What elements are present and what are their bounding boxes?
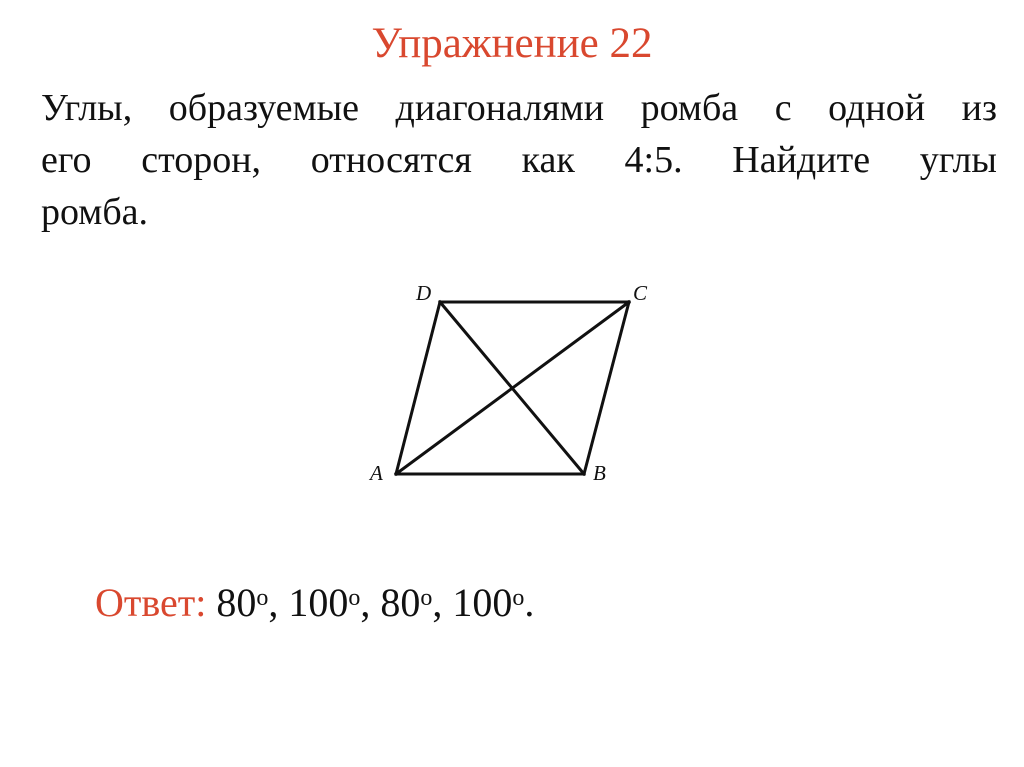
vertex-label-d: D xyxy=(416,281,432,305)
problem-line-2 xyxy=(41,134,997,186)
problem-word: относятся xyxy=(310,139,472,181)
problem-statement xyxy=(41,82,997,238)
rhombus-diagram xyxy=(365,278,665,498)
degree-mark: o xyxy=(512,585,525,612)
problem-line-1 xyxy=(41,82,997,134)
problem-word: как xyxy=(521,139,575,181)
answer-values xyxy=(216,580,534,625)
problem-word: Найдите xyxy=(732,139,871,181)
problem-word: углы xyxy=(919,139,997,181)
vertex-label-c: C xyxy=(633,281,648,305)
angle-value: 80 xyxy=(380,580,421,625)
problem-word: ромба xyxy=(640,87,739,129)
degree-mark: o xyxy=(420,585,433,612)
problem-word: сторон, xyxy=(141,139,262,181)
problem-line-3: ромба. xyxy=(41,191,149,233)
angle-value: 100 xyxy=(288,580,349,625)
answer-separator: , xyxy=(432,580,443,625)
slide-title: Упражнение 22 xyxy=(371,20,653,67)
problem-word: с xyxy=(774,87,792,129)
problem-word: диагоналями xyxy=(395,87,605,129)
problem-word: образуемые xyxy=(168,87,359,129)
degree-mark: o xyxy=(256,585,269,612)
final-mark: . xyxy=(524,580,535,625)
angle-value: 80 xyxy=(216,580,257,625)
answer-separator: , xyxy=(268,580,279,625)
diagonal-bd xyxy=(440,302,584,474)
vertex-label-a: A xyxy=(370,461,383,485)
side-bc xyxy=(584,302,629,474)
answer-line xyxy=(95,579,795,633)
vertex-label-b: B xyxy=(593,461,606,485)
problem-word: Углы, xyxy=(41,87,133,129)
angle-value: 100 xyxy=(452,580,513,625)
degree-mark: o xyxy=(348,585,361,612)
problem-word: его xyxy=(41,139,92,181)
problem-word: из xyxy=(961,87,997,129)
answer-separator: , xyxy=(360,580,371,625)
answer-label: Ответ: xyxy=(95,580,207,625)
problem-word: одной xyxy=(828,87,926,129)
problem-word: 4:5. xyxy=(624,139,683,181)
